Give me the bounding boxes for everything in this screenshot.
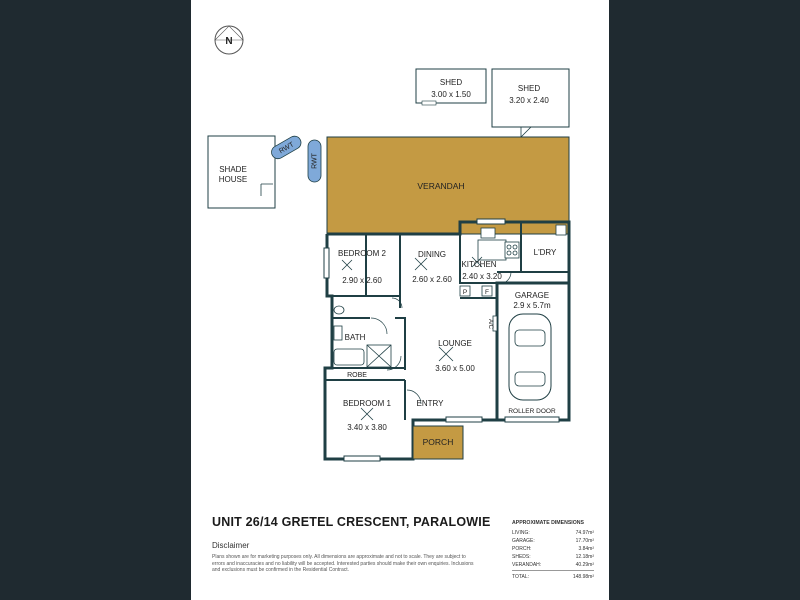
- lounge-label: LOUNGE: [438, 339, 472, 348]
- rainwater-tank-2: [308, 140, 321, 182]
- fridge-label: F: [485, 289, 489, 296]
- shade-house-line1: SHADE: [219, 165, 247, 174]
- dimension-label: VERANDAH:: [512, 562, 542, 568]
- porch-label: PORCH: [422, 437, 454, 447]
- shed-small-dims: 3.00 x 1.50: [431, 90, 471, 99]
- dimension-row: [512, 545, 594, 553]
- shed-large-dims: 3.20 x 2.40: [509, 96, 549, 105]
- dimension-value: 17.70m²: [575, 538, 594, 544]
- shed-large-label: SHED: [517, 84, 541, 93]
- dimensions-heading: APPROXIMATE DIMENSIONS: [512, 520, 584, 526]
- dimension-label: PORCH:: [512, 546, 532, 552]
- rwt-label-2: RWT: [311, 153, 319, 169]
- dimension-row: [512, 561, 594, 569]
- shade-house: [208, 136, 275, 208]
- kitchen-label: KITCHEN: [461, 260, 497, 269]
- dimension-row: [512, 537, 594, 545]
- shed-small-label: SHED: [439, 78, 463, 87]
- dimension-total-value: 148.98m²: [572, 574, 594, 580]
- kitchen-dims: 2.40 x 3.20: [462, 272, 502, 281]
- dimension-value: 74.97m²: [575, 530, 594, 536]
- dimension-total-row: [512, 570, 594, 581]
- garage-label: GARAGE: [514, 291, 550, 300]
- disclaimer-text: Plans shown are for marketing purposes only. All dimensions are approximate and not to scale. They are subject to errors and inaccuracies and no liability will be accepted. Interested parties should make their own enquiries. Inclusions and exclusions must be confirmed in the Residential Contract.: [212, 554, 474, 573]
- rwt-label-1: RWT: [278, 141, 296, 156]
- robe-label: ROBE: [347, 372, 367, 379]
- dimension-value: 12.18m²: [575, 554, 594, 560]
- bedroom-1-label: BEDROOM 1: [342, 399, 392, 408]
- compass-label: N: [225, 36, 233, 47]
- roller-door-label: ROLLER DOOR: [508, 408, 556, 415]
- pantry-label: P: [462, 289, 468, 296]
- bath-label: BATH: [344, 333, 366, 342]
- car-icon: [509, 314, 551, 400]
- laundry-label: L'DRY: [533, 248, 557, 257]
- shade-house-line2: HOUSE: [218, 175, 248, 184]
- shed-small: [416, 69, 486, 105]
- floor-plan-sheet: [191, 0, 609, 600]
- compass-icon: [215, 26, 243, 54]
- bedroom-2-dims: 2.90 x 2.60: [342, 276, 382, 285]
- dining-label: DINING: [418, 250, 446, 259]
- disclaimer-heading: Disclaimer: [212, 541, 250, 550]
- dimension-label: LIVING:: [512, 530, 530, 536]
- floor-plan-drawing: [191, 0, 609, 500]
- dimension-label: SHEDS:: [512, 554, 531, 560]
- entry-label: ENTRY: [416, 399, 444, 408]
- dimension-total-label: TOTAL:: [512, 574, 530, 580]
- dimension-row: [512, 553, 594, 561]
- dimension-value: 40.29m²: [575, 562, 594, 568]
- dimension-row: [512, 529, 594, 537]
- left-border-panel: [143, 0, 191, 600]
- lounge-dims: 3.60 x 5.00: [435, 364, 475, 373]
- ac-label: A/C: [487, 318, 493, 330]
- property-address: UNIT 26/14 GRETEL CRESCENT, PARALOWIE: [212, 515, 491, 529]
- dimension-value: 3.84m²: [578, 546, 594, 552]
- bedroom-2-label: BEDROOM 2: [337, 249, 387, 258]
- right-border-panel: [609, 0, 657, 600]
- dimension-label: GARAGE:: [512, 538, 535, 544]
- dining-dims: 2.60 x 2.60: [412, 275, 452, 284]
- shed-large: [492, 69, 569, 137]
- approximate-dimensions-table: [512, 520, 594, 581]
- garage-dims: 2.9 x 5.7m: [513, 301, 551, 310]
- bedroom-1-dims: 3.40 x 3.80: [347, 423, 387, 432]
- verandah-label: VERANDAH: [417, 181, 465, 191]
